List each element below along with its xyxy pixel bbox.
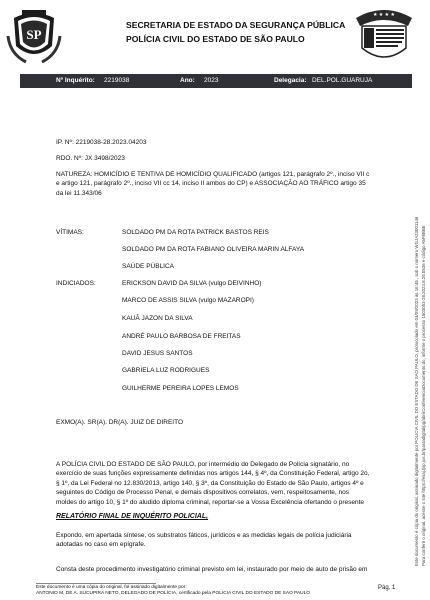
intro-line: seguintes do Código de Processo Penal, e demais dispositivos correlatos, vem, respeitosamente, nos bbox=[56, 489, 350, 497]
victim-item: SAÚDE PÚBLICA bbox=[122, 263, 175, 270]
intro-paragraph bbox=[56, 460, 412, 507]
document-header bbox=[126, 18, 346, 46]
footer-line: Este documento é uma cópia do original, foi assinado digitalmente por: bbox=[36, 585, 187, 590]
judge-address: EXMO(A). SR(A). DR(A). JUIZ DE DIREITO bbox=[56, 419, 183, 426]
indicted-item: GUILHERME PEREIRA LOPES LEMOS bbox=[122, 385, 239, 392]
secretariat-title: SECRETARIA DE ESTADO DA SEGURANÇA PÚBLICA bbox=[126, 20, 346, 30]
indicted-label: INDICIADOS: bbox=[56, 280, 96, 287]
seal-text: SP bbox=[26, 27, 42, 42]
report-heading: RELATÓRIO FINAL DE INQUÉRITO POLICIAL, bbox=[56, 513, 209, 520]
indicted-item: MARCO DE ASSIS SILVA (vulgo MAZAROPI) bbox=[122, 297, 254, 304]
intro-line: A POLÍCIA CIVIL DO ESTADO DE SÃO PAULO, por intermédio do Delegado de Polícia signatário, no bbox=[56, 461, 350, 468]
precinct-value: DEL.POL.GUARUJA bbox=[312, 77, 373, 84]
indicted-item: DAVID JESUS SANTOS bbox=[122, 350, 193, 357]
side-stamp-line: Para conferir o original, acesse o site https://esaj.tjsp.jus.br/pastadigital/pg/abrirConferenciaDocumento.do, informe o processo 1503053-28.2023.8.26.0536 e código A5F8BBE bbox=[421, 225, 426, 566]
signature-footer bbox=[36, 585, 416, 597]
policia-civil-badge-logo bbox=[352, 4, 416, 68]
nature-of-crime bbox=[56, 170, 416, 198]
intro-line: exercício de suas funções expressamente definidas nos artigos 144, § 4º, da Constituição Federal, artigo 2o, bbox=[56, 470, 370, 478]
ip-number: IP. Nº: 2219038-28.2023.04203 bbox=[56, 139, 147, 146]
victim-item: SOLDADO PM DA ROTA FABIANO OLIVEIRA MARIN ALFAYA bbox=[122, 246, 305, 253]
summary-paragraph bbox=[56, 531, 412, 550]
footer-line: ANTONIO M. DE A. SUCUPIRA NETO, DELEGADO DE POLÍCIA, certificado pela POLICIA CIVIL DO ESTADO DE SAO PAULO bbox=[36, 591, 311, 596]
inquiry-number-label: Nº Inquérito: bbox=[56, 77, 95, 84]
page-number: Pág. 1 bbox=[378, 585, 396, 591]
intro-line: moldes do artigo 10, § 1º do aludido diploma criminal, reportar-se a Vossa Excelência ofertando o presente bbox=[56, 498, 365, 506]
victim-item: SOLDADO PM DA ROTA PATRICK BASTOS REIS bbox=[122, 229, 269, 236]
summary-line: Expondo, em apertada síntese, os substratos fáticos, jurídicos e as medidas legais de polícia judiciária bbox=[56, 532, 352, 539]
year-label: Ano: bbox=[180, 77, 195, 84]
inquiry-number-value: 2219038 bbox=[104, 77, 130, 84]
indicted-item: GABRIELA LUZ RODRIGUES bbox=[122, 367, 210, 374]
indicted-item: KAUÃ JAZON DA SILVA bbox=[122, 315, 193, 322]
indicted-item: ERICKSON DAVID DA SILVA (vulgo DEIVINHO) bbox=[122, 280, 262, 287]
digital-signature-side-stamp bbox=[408, 96, 430, 566]
badge-stars: ★ ★ ★ ★ bbox=[372, 12, 396, 18]
procedure-paragraph: Consta deste procedimento investigatório criminal previsto em lei, instaurado por meio de auto de prisão em bbox=[56, 566, 368, 573]
footer-divider bbox=[36, 583, 156, 584]
intro-line: § 1º, da Lei Federal no 12.830/2013, artigo 140, § 3º, da Constituição do Estado de São Paulo, artigos 4º e bbox=[56, 479, 364, 487]
inquiry-info-bar bbox=[20, 74, 412, 88]
indicted-item: ANDRÉ PAULO BARBOSA DE FREITAS bbox=[122, 333, 241, 340]
side-stamp-line: Este documento é cópia do original, assinado digitalmente por POLICIA CIVIL DO ESTADO DE SAO PAULO, protocolado em 04/09/2023 às 16:45 , sob o número WGJA23001146 bbox=[414, 216, 419, 566]
police-title: POLÍCIA CIVIL DO ESTADO DE SÃO PAULO bbox=[126, 34, 305, 44]
nature-line: NATUREZA: HOMICÍDIO E TENTIVA DE HOMICÍDIO QUALIFICADO (artigos 121, parágrafo 2º., inciso VII c bbox=[56, 171, 370, 178]
nature-line: da lei 11.343/06 bbox=[56, 189, 102, 197]
sp-coat-of-arms-logo bbox=[4, 6, 64, 66]
victims-label: VÍTIMAS: bbox=[56, 229, 84, 236]
rdo-number: RDO. Nº: JX 3498/2023 bbox=[56, 155, 125, 162]
summary-line: adotadas no caso em epígrafe. bbox=[56, 541, 146, 549]
nature-line: e artigo 121, parágrafo 2º., inciso VII cc 14, inciso II ambos do CP) e ASSOCIAÇÃO AO TRÁFICO artigo 35 bbox=[56, 180, 366, 188]
year-value: 2023 bbox=[204, 77, 219, 84]
precinct-label: Delegacia: bbox=[274, 77, 307, 84]
